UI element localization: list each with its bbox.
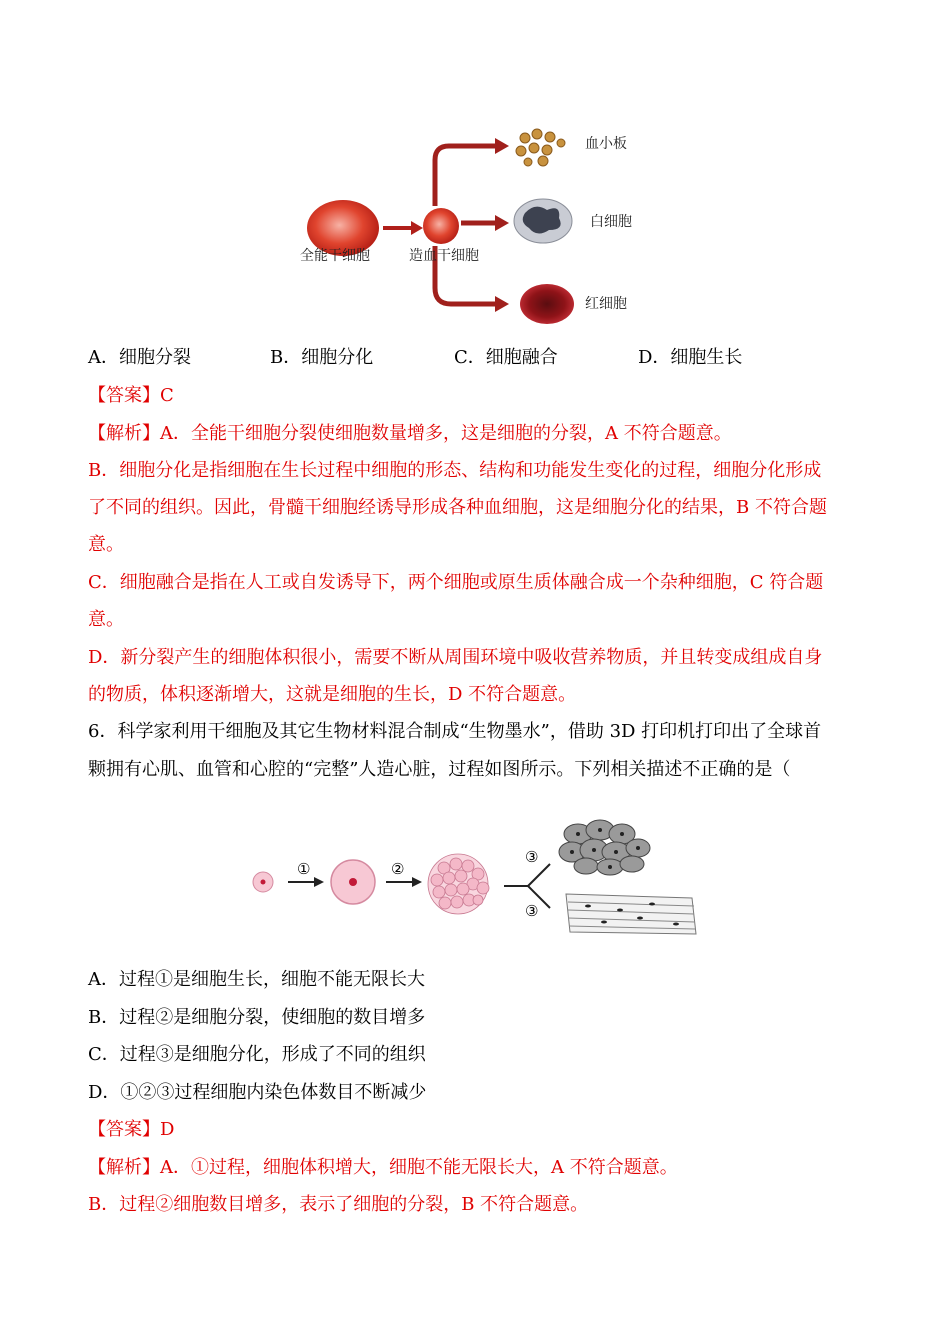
step-2-label: ② xyxy=(391,860,405,878)
q5-analysis-line: 了不同的组织。因此，骨髓干细胞经诱导形成各种血细胞，这是细胞分化的结果，B 不符合题 xyxy=(88,497,827,518)
platelet-cluster xyxy=(516,129,565,166)
cell-mass xyxy=(428,854,489,914)
q6-option-c: C．过程③是细胞分化，形成了不同的组织 xyxy=(88,1044,426,1065)
arrow-icon xyxy=(386,877,422,887)
q5-option-a: A．细胞分裂 xyxy=(88,347,191,368)
q6-analysis-line: 【解析】A．①过程，细胞体积增大，细胞不能无限长大，A 不符合题意。 xyxy=(88,1157,678,1178)
q5-answer: 【答案】C xyxy=(88,385,174,406)
q5-analysis-line: 意。 xyxy=(88,534,124,555)
q5-analysis-line: D．新分裂产生的细胞体积很小，需要不断从周围环境中吸收营养物质，并且转变成组成自身 xyxy=(88,647,823,668)
q6-stem-line: 颗拥有心肌、血管和心腔的“完整”人造心脏，过程如图所示。下列相关描述不正确的是（ xyxy=(88,759,791,780)
q5-analysis-line: C．细胞融合是指在人工或自发诱导下，两个细胞或原生质体融合成一个杂种细胞，C 符合题 xyxy=(88,572,824,593)
arrow-icon xyxy=(383,221,423,235)
q6-analysis-line: B．过程②细胞数目增多，表示了细胞的分裂，B 不符合题意。 xyxy=(88,1194,589,1215)
q5-analysis-line: 的物质，体积逐渐增大，这就是细胞的生长，D 不符合题意。 xyxy=(88,684,577,705)
label-hematopoietic-stem-cell: 造血干细胞 xyxy=(409,248,479,264)
hematopoietic-stem-cell xyxy=(423,208,459,244)
red-blood-cell xyxy=(520,284,574,324)
q6-option-d: D．①②③过程细胞内染色体数目不断减少 xyxy=(88,1082,427,1103)
q6-option-a: A．过程①是细胞生长，细胞不能无限长大 xyxy=(88,969,425,990)
figure-blood-cell-differentiation xyxy=(285,118,655,333)
label-white-blood-cell: 白细胞 xyxy=(590,214,632,230)
arrow-icon xyxy=(288,877,324,887)
step-3-label-bottom: ③ xyxy=(525,902,539,920)
q5-analysis-line: 意。 xyxy=(88,609,124,630)
q5-analysis-line: B．细胞分化是指细胞在生长过程中细胞的形态、结构和功能发生变化的过程，细胞分化形成 xyxy=(88,460,822,481)
label-platelet: 血小板 xyxy=(585,136,627,152)
label-totipotent-stem-cell: 全能干细胞 xyxy=(300,248,370,264)
q6-answer: 【答案】D xyxy=(88,1119,175,1140)
q5-option-d: D．细胞生长 xyxy=(638,347,743,368)
label-red-blood-cell: 红细胞 xyxy=(585,296,627,312)
step-3-label-top: ③ xyxy=(525,848,539,866)
muscle-tissue xyxy=(566,894,696,934)
step-1-label: ① xyxy=(297,860,311,878)
q5-option-c: C．细胞融合 xyxy=(454,347,558,368)
white-blood-cell xyxy=(514,199,572,243)
q6-stem-line: 6．科学家利用干细胞及其它生物材料混合制成“生物墨水”，借助 3D 打印机打印出了全球首 xyxy=(88,721,822,742)
q6-option-b: B．过程②是细胞分裂，使细胞的数目增多 xyxy=(88,1007,426,1028)
q5-analysis-line: 【解析】A．全能干细胞分裂使细胞数量增多，这是细胞的分裂，A 不符合题意。 xyxy=(88,423,732,444)
figure-cell-process xyxy=(248,812,700,940)
q5-option-b: B．细胞分化 xyxy=(270,347,374,368)
